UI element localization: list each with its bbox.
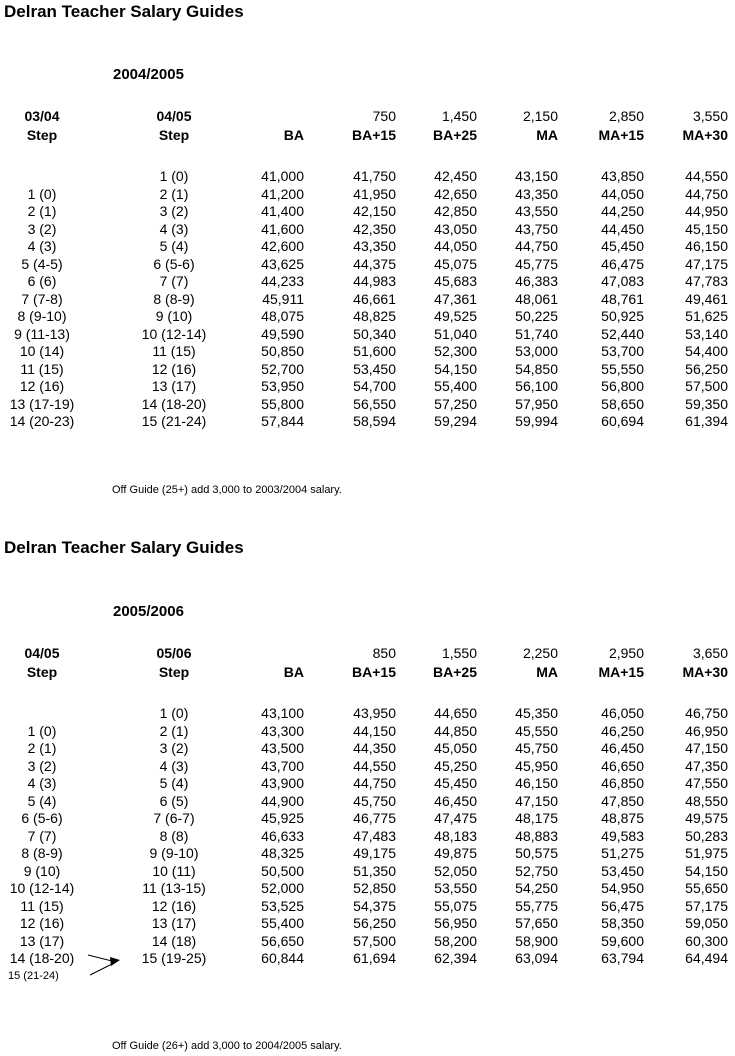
salary-cell: 48,325	[261, 845, 304, 861]
curr-step-cell: 13 (17)	[151, 378, 197, 394]
salary-cell: 46,850	[601, 775, 644, 791]
salary-cell: 44,375	[353, 255, 396, 272]
salary-cell: 43,350	[353, 238, 396, 254]
salary-cell: 56,950	[434, 915, 477, 931]
salary-cell: 46,450	[434, 792, 477, 809]
salary-cell: 54,250	[515, 880, 558, 896]
curr-year-header: 05/06	[156, 645, 192, 661]
salary-cell: 43,900	[261, 775, 304, 791]
salary-cell: 48,550	[685, 792, 728, 809]
salary-cell: 45,150	[685, 220, 728, 237]
salary-cell: 43,350	[515, 185, 558, 202]
salary-cell: 48,075	[261, 308, 304, 324]
salary-cell: 64,494	[685, 950, 728, 966]
prev-step-cell: 9 (10)	[23, 862, 61, 879]
salary-cell: 47,175	[685, 255, 728, 272]
salary-cell: 44,750	[353, 775, 396, 791]
salary-cell: 56,100	[515, 378, 558, 394]
salary-cell: 43,625	[261, 255, 304, 272]
column-header: BA	[283, 664, 304, 680]
arrow-icon	[64, 950, 124, 978]
curr-step-header: Step	[158, 664, 190, 680]
increment-value: 2,950	[608, 645, 644, 661]
salary-cell: 44,550	[353, 757, 396, 774]
salary-cell: 49,575	[685, 810, 728, 826]
prev-step-cell: 10 (12-14)	[9, 880, 75, 896]
increment-value: 750	[372, 108, 396, 124]
salary-cell: 51,275	[601, 845, 644, 861]
salary-cell: 44,750	[515, 238, 558, 254]
salary-cell: 43,050	[434, 220, 477, 237]
salary-cell: 49,583	[601, 827, 644, 844]
column-header: MA+30	[682, 127, 728, 143]
off-guide-note: Off Guide (25+) add 3,000 to 2003/2004 salary.	[112, 484, 342, 496]
salary-cell: 52,300	[434, 343, 477, 359]
salary-cell: 41,400	[261, 203, 304, 219]
prev-step-cell: 5 (4)	[27, 792, 57, 809]
column-header: MA	[536, 664, 558, 680]
curr-step-cell: 10 (11)	[152, 862, 196, 879]
salary-cell: 55,400	[261, 915, 304, 931]
salary-cell: 59,294	[434, 413, 477, 429]
curr-step-cell: 8 (8)	[159, 827, 189, 844]
curr-step-cell: 7 (7)	[159, 273, 189, 289]
salary-cell: 45,450	[601, 238, 644, 254]
salary-cell: 55,550	[601, 360, 644, 377]
prev-step-header: Step	[26, 664, 58, 680]
salary-cell: 46,250	[601, 722, 644, 739]
salary-cell: 57,500	[685, 378, 728, 394]
salary-cell: 55,400	[434, 378, 477, 394]
curr-step-cell: 2 (1)	[159, 722, 189, 739]
salary-cell: 60,844	[261, 950, 304, 966]
prev-step-cell: 3 (2)	[27, 757, 57, 774]
salary-cell: 47,350	[685, 757, 728, 774]
salary-cell: 45,050	[434, 740, 477, 756]
salary-cell: 44,550	[685, 168, 728, 184]
salary-cell: 44,850	[434, 722, 477, 739]
prev-step-cell: 8 (9-10)	[17, 308, 67, 324]
salary-cell: 43,550	[515, 203, 558, 219]
salary-cell: 53,700	[601, 343, 644, 359]
salary-cell: 44,950	[685, 203, 728, 219]
salary-cell: 58,900	[515, 932, 558, 949]
column-header: BA	[283, 127, 304, 143]
prev-step-cell: 5 (4-5)	[21, 255, 63, 272]
salary-cell: 45,950	[515, 757, 558, 774]
guide-year: 2005/2006	[113, 603, 184, 620]
salary-cell: 50,925	[601, 308, 644, 324]
salary-cell: 46,050	[601, 705, 644, 721]
salary-cell: 53,550	[434, 880, 477, 896]
curr-step-cell: 14 (18)	[151, 932, 197, 949]
salary-cell: 45,750	[515, 740, 558, 756]
salary-cell: 47,361	[434, 290, 477, 307]
salary-cell: 55,650	[685, 880, 728, 896]
prev-step-cell: 14 (18-20)	[9, 950, 75, 966]
salary-cell: 56,650	[261, 932, 304, 949]
curr-step-cell: 15 (21-24)	[141, 413, 207, 429]
salary-cell: 45,075	[434, 255, 477, 272]
salary-cell: 44,250	[601, 203, 644, 219]
salary-cell: 58,350	[601, 915, 644, 931]
salary-cell: 53,000	[515, 343, 558, 359]
salary-cell: 59,994	[515, 413, 558, 429]
salary-cell: 52,050	[434, 862, 477, 879]
prev-step-cell: 3 (2)	[27, 220, 57, 237]
salary-cell: 43,500	[261, 740, 304, 756]
salary-cell: 49,525	[434, 308, 477, 324]
curr-step-cell: 3 (2)	[159, 203, 189, 219]
increment-value: 2,850	[608, 108, 644, 124]
salary-cell: 46,650	[601, 757, 644, 774]
salary-cell: 45,450	[434, 775, 477, 791]
prev-step-cell: 2 (1)	[27, 203, 57, 219]
salary-cell: 48,761	[601, 290, 644, 307]
curr-step-cell: 5 (4)	[159, 775, 189, 791]
curr-step-cell: 11 (15)	[152, 343, 196, 359]
salary-cell: 56,800	[601, 378, 644, 394]
curr-step-cell: 13 (17)	[151, 915, 197, 931]
prev-step-cell: 10 (14)	[19, 343, 65, 359]
salary-cell: 42,450	[434, 168, 477, 184]
column-header: MA+15	[598, 127, 644, 143]
curr-step-cell: 7 (6-7)	[153, 810, 195, 826]
curr-step-cell: 6 (5-6)	[153, 255, 195, 272]
salary-cell: 52,750	[515, 862, 558, 879]
increment-value: 850	[372, 645, 396, 661]
salary-cell: 53,525	[261, 897, 304, 914]
salary-cell: 54,700	[353, 378, 396, 394]
salary-cell: 43,750	[515, 220, 558, 237]
salary-cell: 58,200	[434, 932, 477, 949]
prev-step-cell: 4 (3)	[27, 238, 57, 254]
salary-cell: 43,300	[261, 722, 304, 739]
curr-step-cell: 6 (5)	[159, 792, 189, 809]
salary-cell: 54,375	[353, 897, 396, 914]
salary-cell: 44,650	[434, 705, 477, 721]
salary-cell: 51,600	[353, 343, 396, 359]
salary-cell: 48,875	[601, 810, 644, 826]
salary-cell: 57,250	[434, 395, 477, 412]
salary-cell: 51,625	[685, 308, 728, 324]
salary-cell: 46,633	[261, 827, 304, 844]
prev-step-cell: 13 (17)	[19, 932, 65, 949]
salary-cell: 50,283	[685, 827, 728, 844]
increment-value: 1,550	[441, 645, 477, 661]
salary-cell: 56,250	[353, 915, 396, 931]
salary-cell: 53,450	[353, 360, 396, 377]
increment-value: 3,550	[692, 108, 728, 124]
salary-cell: 48,183	[434, 827, 477, 844]
salary-cell: 54,150	[434, 360, 477, 377]
guide-title: Delran Teacher Salary Guides	[4, 2, 244, 21]
curr-step-cell: 4 (3)	[159, 757, 189, 774]
salary-cell: 47,483	[353, 827, 396, 844]
salary-cell: 46,383	[515, 273, 558, 289]
salary-cell: 49,590	[261, 325, 304, 342]
salary-cell: 45,250	[434, 757, 477, 774]
salary-cell: 49,175	[353, 845, 396, 861]
salary-cell: 41,750	[353, 168, 396, 184]
salary-cell: 50,340	[353, 325, 396, 342]
prev-step-cell: 12 (16)	[19, 378, 65, 394]
salary-cell: 51,350	[353, 862, 396, 879]
curr-step-cell: 9 (10)	[155, 308, 193, 324]
salary-cell: 51,975	[685, 845, 728, 861]
salary-cell: 63,794	[601, 950, 644, 966]
column-header: MA	[536, 127, 558, 143]
increment-value: 1,450	[441, 108, 477, 124]
salary-cell: 44,900	[261, 792, 304, 809]
salary-cell: 54,950	[601, 880, 644, 896]
salary-cell: 50,850	[261, 343, 304, 359]
curr-step-cell: 14 (18-20)	[141, 395, 207, 412]
salary-cell: 45,683	[434, 273, 477, 289]
salary-cell: 45,925	[261, 810, 304, 826]
column-header: MA+15	[598, 664, 644, 680]
salary-cell: 57,500	[353, 932, 396, 949]
salary-cell: 51,740	[515, 325, 558, 342]
salary-cell: 51,040	[434, 325, 477, 342]
salary-cell: 45,911	[262, 290, 304, 307]
salary-cell: 60,694	[601, 413, 644, 429]
prev-step-cell: 6 (6)	[27, 273, 57, 289]
salary-cell: 47,783	[685, 273, 728, 289]
curr-step-cell: 1 (0)	[159, 168, 189, 184]
salary-cell: 46,475	[601, 255, 644, 272]
salary-cell: 53,950	[261, 378, 304, 394]
salary-cell: 44,050	[601, 185, 644, 202]
salary-cell: 43,150	[515, 168, 558, 184]
prev-step-cell: 11 (15)	[20, 360, 64, 377]
salary-cell: 42,350	[353, 220, 396, 237]
salary-cell: 52,700	[261, 360, 304, 377]
salary-cell: 59,600	[601, 932, 644, 949]
column-header: BA+15	[352, 664, 396, 680]
off-guide-note: Off Guide (26+) add 3,000 to 2004/2005 salary.	[112, 1040, 342, 1052]
salary-cell: 52,850	[353, 880, 396, 896]
salary-cell: 54,150	[685, 862, 728, 879]
salary-cell: 56,475	[601, 897, 644, 914]
salary-cell: 44,450	[601, 220, 644, 237]
salary-cell: 54,400	[685, 343, 728, 359]
salary-cell: 54,850	[515, 360, 558, 377]
salary-cell: 59,350	[685, 395, 728, 412]
prev-step-header: Step	[26, 127, 58, 143]
prev-step-cell: 6 (5-6)	[21, 810, 63, 826]
salary-cell: 44,050	[434, 238, 477, 254]
salary-cell: 43,950	[353, 705, 396, 721]
curr-step-header: Step	[158, 127, 190, 143]
prev-step-cell: 11 (15)	[20, 897, 64, 914]
curr-step-cell: 15 (19-25)	[141, 950, 207, 966]
salary-cell: 61,394	[685, 413, 728, 429]
prev-step-cell: 2 (1)	[27, 740, 57, 756]
salary-cell: 41,000	[261, 168, 304, 184]
curr-step-cell: 1 (0)	[159, 705, 189, 721]
salary-cell: 47,850	[601, 792, 644, 809]
curr-step-cell: 4 (3)	[159, 220, 189, 237]
guide-year: 2004/2005	[113, 66, 184, 83]
curr-step-cell: 5 (4)	[159, 238, 189, 254]
salary-cell: 47,550	[685, 775, 728, 791]
salary-cell: 41,950	[353, 185, 396, 202]
salary-cell: 46,150	[515, 775, 558, 791]
salary-cell: 52,440	[601, 325, 644, 342]
salary-cell: 50,225	[515, 308, 558, 324]
prev-step-cell: 1 (0)	[27, 185, 57, 202]
salary-cell: 42,650	[434, 185, 477, 202]
salary-cell: 44,150	[353, 722, 396, 739]
salary-cell: 49,875	[434, 845, 477, 861]
salary-cell: 43,100	[261, 705, 304, 721]
salary-cell: 47,083	[601, 273, 644, 289]
curr-step-cell: 12 (16)	[151, 897, 197, 914]
salary-cell: 46,750	[685, 705, 728, 721]
salary-cell: 53,450	[601, 862, 644, 879]
salary-cell: 59,050	[685, 915, 728, 931]
curr-step-cell: 3 (2)	[159, 740, 189, 756]
salary-cell: 44,983	[353, 273, 396, 289]
prev-step-cell: 13 (17-19)	[9, 395, 75, 412]
salary-cell: 57,844	[261, 413, 304, 429]
prev-step-cell: 8 (8-9)	[21, 845, 63, 861]
salary-cell: 63,094	[515, 950, 558, 966]
salary-cell: 58,650	[601, 395, 644, 412]
prev-year-header: 04/05	[24, 645, 60, 661]
prev-step-cell: 9 (11-13)	[14, 325, 70, 342]
extra-prev-step: 15 (21-24)	[8, 969, 59, 982]
salary-cell: 45,550	[515, 722, 558, 739]
salary-cell: 58,594	[353, 413, 396, 429]
salary-cell: 48,883	[515, 827, 558, 844]
prev-step-cell: 4 (3)	[27, 775, 57, 791]
salary-cell: 46,661	[353, 290, 396, 307]
increment-value: 3,650	[692, 645, 728, 661]
salary-cell: 48,175	[515, 810, 558, 826]
curr-step-cell: 12 (16)	[151, 360, 197, 377]
salary-cell: 44,233	[261, 273, 304, 289]
curr-year-header: 04/05	[156, 108, 192, 124]
salary-cell: 45,775	[515, 255, 558, 272]
salary-cell: 47,150	[685, 740, 728, 756]
salary-cell: 44,350	[353, 740, 396, 756]
salary-cell: 57,650	[515, 915, 558, 931]
increment-value: 2,250	[522, 645, 558, 661]
prev-step-cell: 1 (0)	[27, 722, 57, 739]
salary-cell: 56,550	[353, 395, 396, 412]
salary-cell: 60,300	[685, 932, 728, 949]
salary-cell: 61,694	[353, 950, 396, 966]
prev-year-header: 03/04	[24, 108, 60, 124]
salary-cell: 43,700	[261, 757, 304, 774]
salary-cell: 44,750	[685, 185, 728, 202]
curr-step-cell: 8 (8-9)	[153, 290, 195, 307]
salary-cell: 45,350	[515, 705, 558, 721]
salary-cell: 42,150	[353, 203, 396, 219]
curr-step-cell: 2 (1)	[159, 185, 189, 202]
salary-cell: 53,140	[685, 325, 728, 342]
salary-cell: 43,850	[601, 168, 644, 184]
column-header: MA+30	[682, 664, 728, 680]
salary-cell: 55,800	[261, 395, 304, 412]
salary-cell: 47,150	[515, 792, 558, 809]
curr-step-cell: 11 (13-15)	[142, 880, 206, 896]
salary-cell: 41,600	[261, 220, 304, 237]
guide-title: Delran Teacher Salary Guides	[4, 538, 244, 557]
column-header: BA+15	[352, 127, 396, 143]
salary-cell: 42,600	[261, 238, 304, 254]
salary-cell: 55,775	[515, 897, 558, 914]
salary-cell: 56,250	[685, 360, 728, 377]
column-header: BA+25	[433, 664, 477, 680]
salary-cell: 50,575	[515, 845, 558, 861]
salary-cell: 48,825	[353, 308, 396, 324]
salary-cell: 50,500	[261, 862, 304, 879]
salary-cell: 46,450	[601, 740, 644, 756]
salary-cell: 47,475	[434, 810, 477, 826]
salary-cell: 62,394	[434, 950, 477, 966]
curr-step-cell: 10 (12-14)	[141, 325, 207, 342]
salary-cell: 52,000	[261, 880, 304, 896]
salary-cell: 57,950	[515, 395, 558, 412]
increment-value: 2,150	[522, 108, 558, 124]
curr-step-cell: 9 (9-10)	[149, 845, 199, 861]
salary-cell: 46,775	[353, 810, 396, 826]
salary-cell: 45,750	[353, 792, 396, 809]
salary-cell: 41,200	[261, 185, 304, 202]
prev-step-cell: 14 (20-23)	[9, 413, 75, 429]
column-header: BA+25	[433, 127, 477, 143]
prev-step-cell: 12 (16)	[19, 915, 65, 931]
prev-step-cell: 7 (7)	[27, 827, 57, 844]
salary-cell: 46,950	[685, 722, 728, 739]
salary-cell: 42,850	[434, 203, 477, 219]
salary-cell: 48,061	[515, 290, 558, 307]
salary-cell: 49,461	[685, 290, 728, 307]
salary-cell: 57,175	[685, 897, 728, 914]
salary-cell: 55,075	[434, 897, 477, 914]
salary-cell: 46,150	[685, 238, 728, 254]
prev-step-cell: 7 (7-8)	[21, 290, 63, 307]
